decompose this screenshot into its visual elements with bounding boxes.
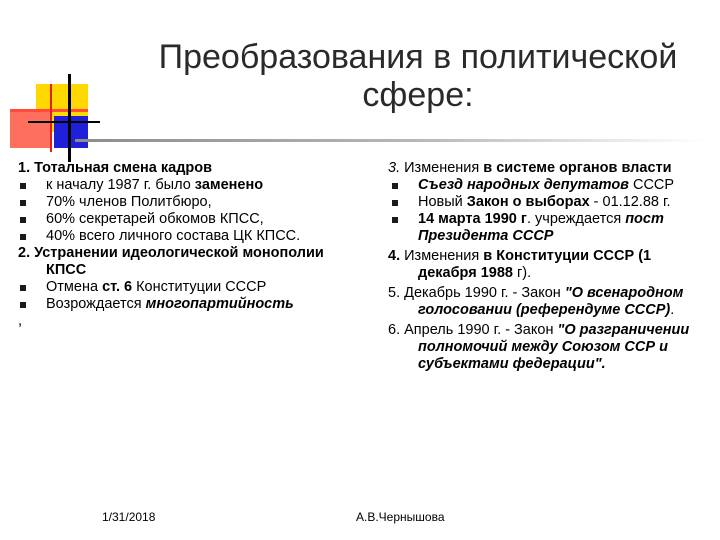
deco-red-line-h <box>10 109 88 112</box>
footer-date: 1/31/2018 <box>102 510 156 524</box>
bullet-square-icon <box>20 285 26 291</box>
title-divider <box>75 139 705 142</box>
heading-2: 2. Устранении идеологической монополии КПСС <box>18 245 324 278</box>
item-6: 6. Апрель 1990 г. - Закон "О разграничении полномочий между Союзом ССР и субъектами федерации". <box>388 322 690 372</box>
bullet-square-icon <box>392 200 398 206</box>
bullet-ck: 40% всего личного состава ЦК КПСС. <box>18 228 358 245</box>
bullet-square-icon <box>20 183 26 189</box>
item-4: 4. Изменения в Конституции СССР (1 декабря 1988 г). <box>388 248 652 281</box>
deco-black-line-v <box>68 74 71 162</box>
title-line-2: сфере: <box>362 76 474 114</box>
bullet-election-law: Новый Закон о выборах - 01.12.88 г. <box>388 194 706 211</box>
item-3: 3. Изменения в системе органов власти <box>388 160 672 176</box>
bullet-president: 14 марта 1990 г. учреждается пост Президента СССР <box>388 211 706 245</box>
bullet-square-icon <box>392 217 398 223</box>
bullet-politburo: 70% членов Политбюро, <box>18 194 358 211</box>
left-column <box>18 160 358 330</box>
deco-black-line-h <box>28 121 100 123</box>
deco-red-square <box>10 112 52 148</box>
bullet-obkom: 60% секретарей обкомов КПСС, <box>18 211 358 228</box>
bullet-article-6: Отмена ст. 6 Конституции СССР <box>18 279 358 296</box>
bullet-multiparty: Возрождается многопартийность <box>18 296 358 313</box>
item-5: 5. Декабрь 1990 г. - Закон "О всенародном голосовании (референдуме СССР). <box>388 285 684 318</box>
trailing-comma: , <box>18 313 23 329</box>
footer-author: А.В.Чернышова <box>356 510 445 524</box>
title-line-1: Преобразования в политической <box>158 38 678 76</box>
deco-red-line-v <box>50 84 52 152</box>
bullet-replaced: к началу 1987 г. было заменено <box>18 177 358 194</box>
bullet-square-icon <box>20 302 26 308</box>
bullet-square-icon <box>20 200 26 206</box>
right-column <box>388 160 706 373</box>
slide-title <box>118 38 718 114</box>
bullet-square-icon <box>20 234 26 240</box>
bullet-square-icon <box>392 183 398 189</box>
heading-1: 1. Тотальная смена кадров <box>18 160 213 176</box>
bullet-square-icon <box>20 217 26 223</box>
bullet-congress: Съезд народных депутатов СССР <box>388 177 706 194</box>
